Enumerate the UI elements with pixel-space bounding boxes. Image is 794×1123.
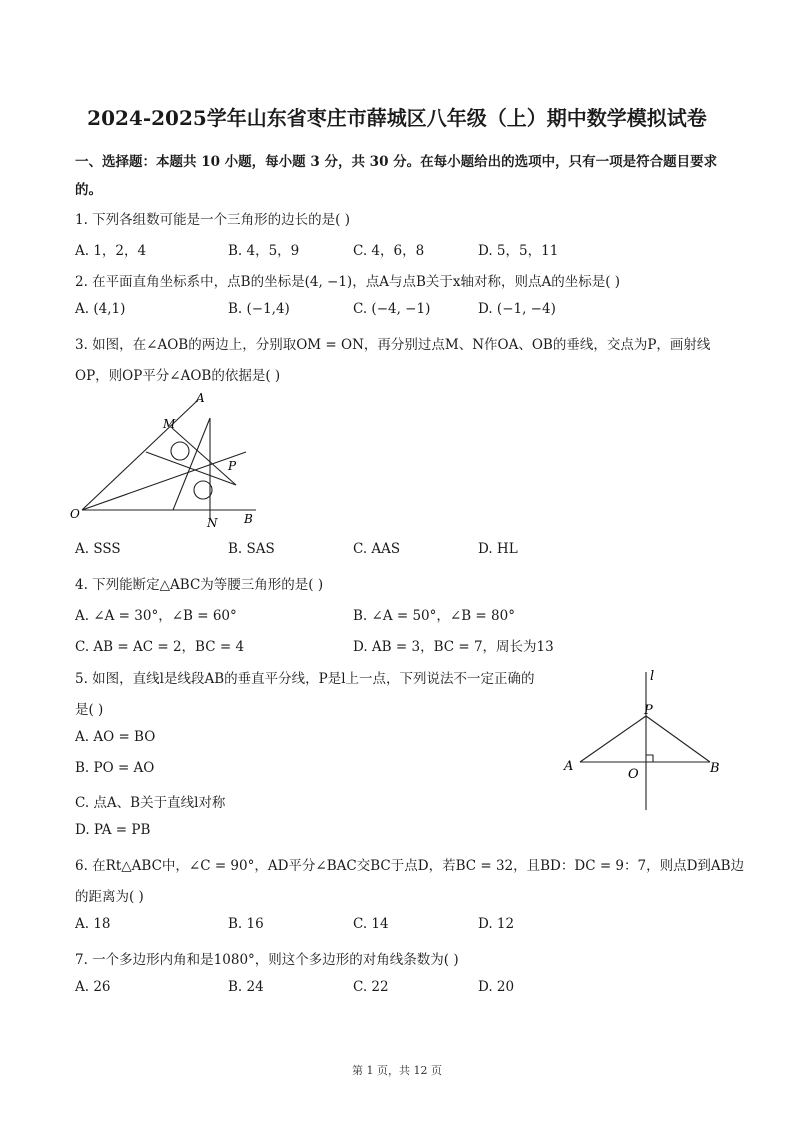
q6-option-c: C. 14 (353, 916, 389, 932)
label-o: O (70, 507, 80, 521)
q7-option-d: D. 20 (478, 979, 515, 995)
label-b: B (710, 761, 720, 776)
section-heading-line1: 一、选择题：本题共 10 小题，每小题 3 分，共 30 分。在每小题给出的选项中，只有一项是符合题目要求 (75, 154, 718, 170)
q7-option-a: A. 26 (75, 979, 111, 995)
ray-oa (82, 400, 198, 510)
q3-option-d: D. HL (478, 541, 518, 557)
q5-perpendicular-bisector-figure (558, 664, 728, 814)
q5-option-c: C. 点A、B关于直线l对称 (75, 795, 226, 811)
q1-option-c: C. 4，6，8 (353, 243, 425, 259)
triangle-ruler-hole-2 (194, 481, 212, 499)
q7-option-b: B. 24 (228, 979, 264, 995)
q4-option-d: D. AB = 3，BC = 7，周长为13 (353, 639, 554, 655)
q7-stem: 7. 一个多边形内角和是1080°，则这个多边形的对角线条数为( ) (75, 952, 459, 968)
q6-option-b: B. 16 (228, 916, 264, 932)
section-heading-line2: 的。 (75, 182, 102, 198)
q2-option-c: C. (−4, −1) (353, 301, 431, 317)
label-p: P (228, 459, 237, 473)
q3-option-c: C. AAS (353, 541, 401, 557)
q4-option-b: B. ∠A = 50°，∠B = 80° (353, 608, 515, 624)
q4-option-c: C. AB = AC = 2，BC = 4 (75, 639, 245, 655)
page-footer: 第 1 页，共 12 页 (352, 1064, 442, 1077)
ray-op (82, 452, 246, 510)
q5-option-a: A. AO = BO (75, 729, 156, 745)
q6-option-d: D. 12 (478, 916, 515, 932)
page-title: 2024-2025学年山东省枣庄市薛城区八年级（上）期中数学模拟试卷 (87, 106, 707, 130)
q6-stem-line2: 的距离为( ) (75, 889, 144, 905)
q2-stem: 2. 在平面直角坐标系中，点B的坐标是(4, −1)，点A与点B关于x轴对称，则点A的坐标是( ) (75, 274, 621, 290)
q3-option-b: B. SAS (228, 541, 275, 557)
q2-option-d: D. (−1, −4) (478, 301, 556, 317)
q5-stem-line1: 5. 如图，直线l是线段AB的垂直平分线，P是l上一点，下列说法不一定正确的 (75, 671, 535, 687)
label-b: B (244, 512, 253, 526)
q3-option-a: A. SSS (75, 541, 121, 557)
q2-option-a: A. (4,1) (75, 301, 126, 317)
q1-stem: 1. 下列各组数可能是一个三角形的边长的是( ) (75, 212, 350, 228)
segment-pa (580, 716, 646, 762)
segment-pb (646, 716, 710, 762)
q1-option-a: A. 1，2，4 (75, 243, 147, 259)
label-a: A (564, 759, 574, 774)
label-a: A (196, 391, 205, 405)
q7-option-c: C. 22 (353, 979, 389, 995)
label-o: O (628, 767, 639, 782)
ruler-edge-2 (172, 428, 236, 485)
q3-stem-line1: 3. 如图，在∠AOB的两边上，分别取OM = ON，再分别过点M、N作OA、OB的垂线，交点为P，画射线 (75, 337, 711, 353)
q4-option-a: A. ∠A = 30°，∠B = 60° (75, 608, 237, 624)
right-angle-mark (646, 755, 653, 762)
q5-option-b: B. PO = AO (75, 760, 155, 776)
label-p: P (644, 703, 653, 718)
q3-angle-bisector-figure (60, 390, 270, 530)
q5-option-d: D. PA = PB (75, 822, 151, 838)
q5-stem-line2: 是( ) (75, 702, 104, 718)
q2-option-b: B. (−1,4) (228, 301, 290, 317)
q6-option-a: A. 18 (75, 916, 111, 932)
label-m: M (163, 417, 176, 431)
triangle-ruler-hole-1 (171, 442, 189, 460)
q3-stem-line2: OP，则OP平分∠AOB的依据是( ) (75, 368, 281, 384)
label-l: l (650, 669, 655, 684)
q6-stem-line1: 6. 在Rt△ABC中，∠C = 90°，AD平分∠BAC交BC于点D，若BC = 32，且BD：DC = 9：7，则点D到AB边 (75, 858, 745, 874)
label-n: N (207, 516, 218, 530)
q4-stem: 4. 下列能断定△ABC为等腰三角形的是( ) (75, 577, 324, 593)
ruler-edge-1 (146, 452, 236, 485)
q1-option-b: B. 4，5，9 (228, 243, 300, 259)
q1-option-d: D. 5，5，11 (478, 243, 559, 259)
